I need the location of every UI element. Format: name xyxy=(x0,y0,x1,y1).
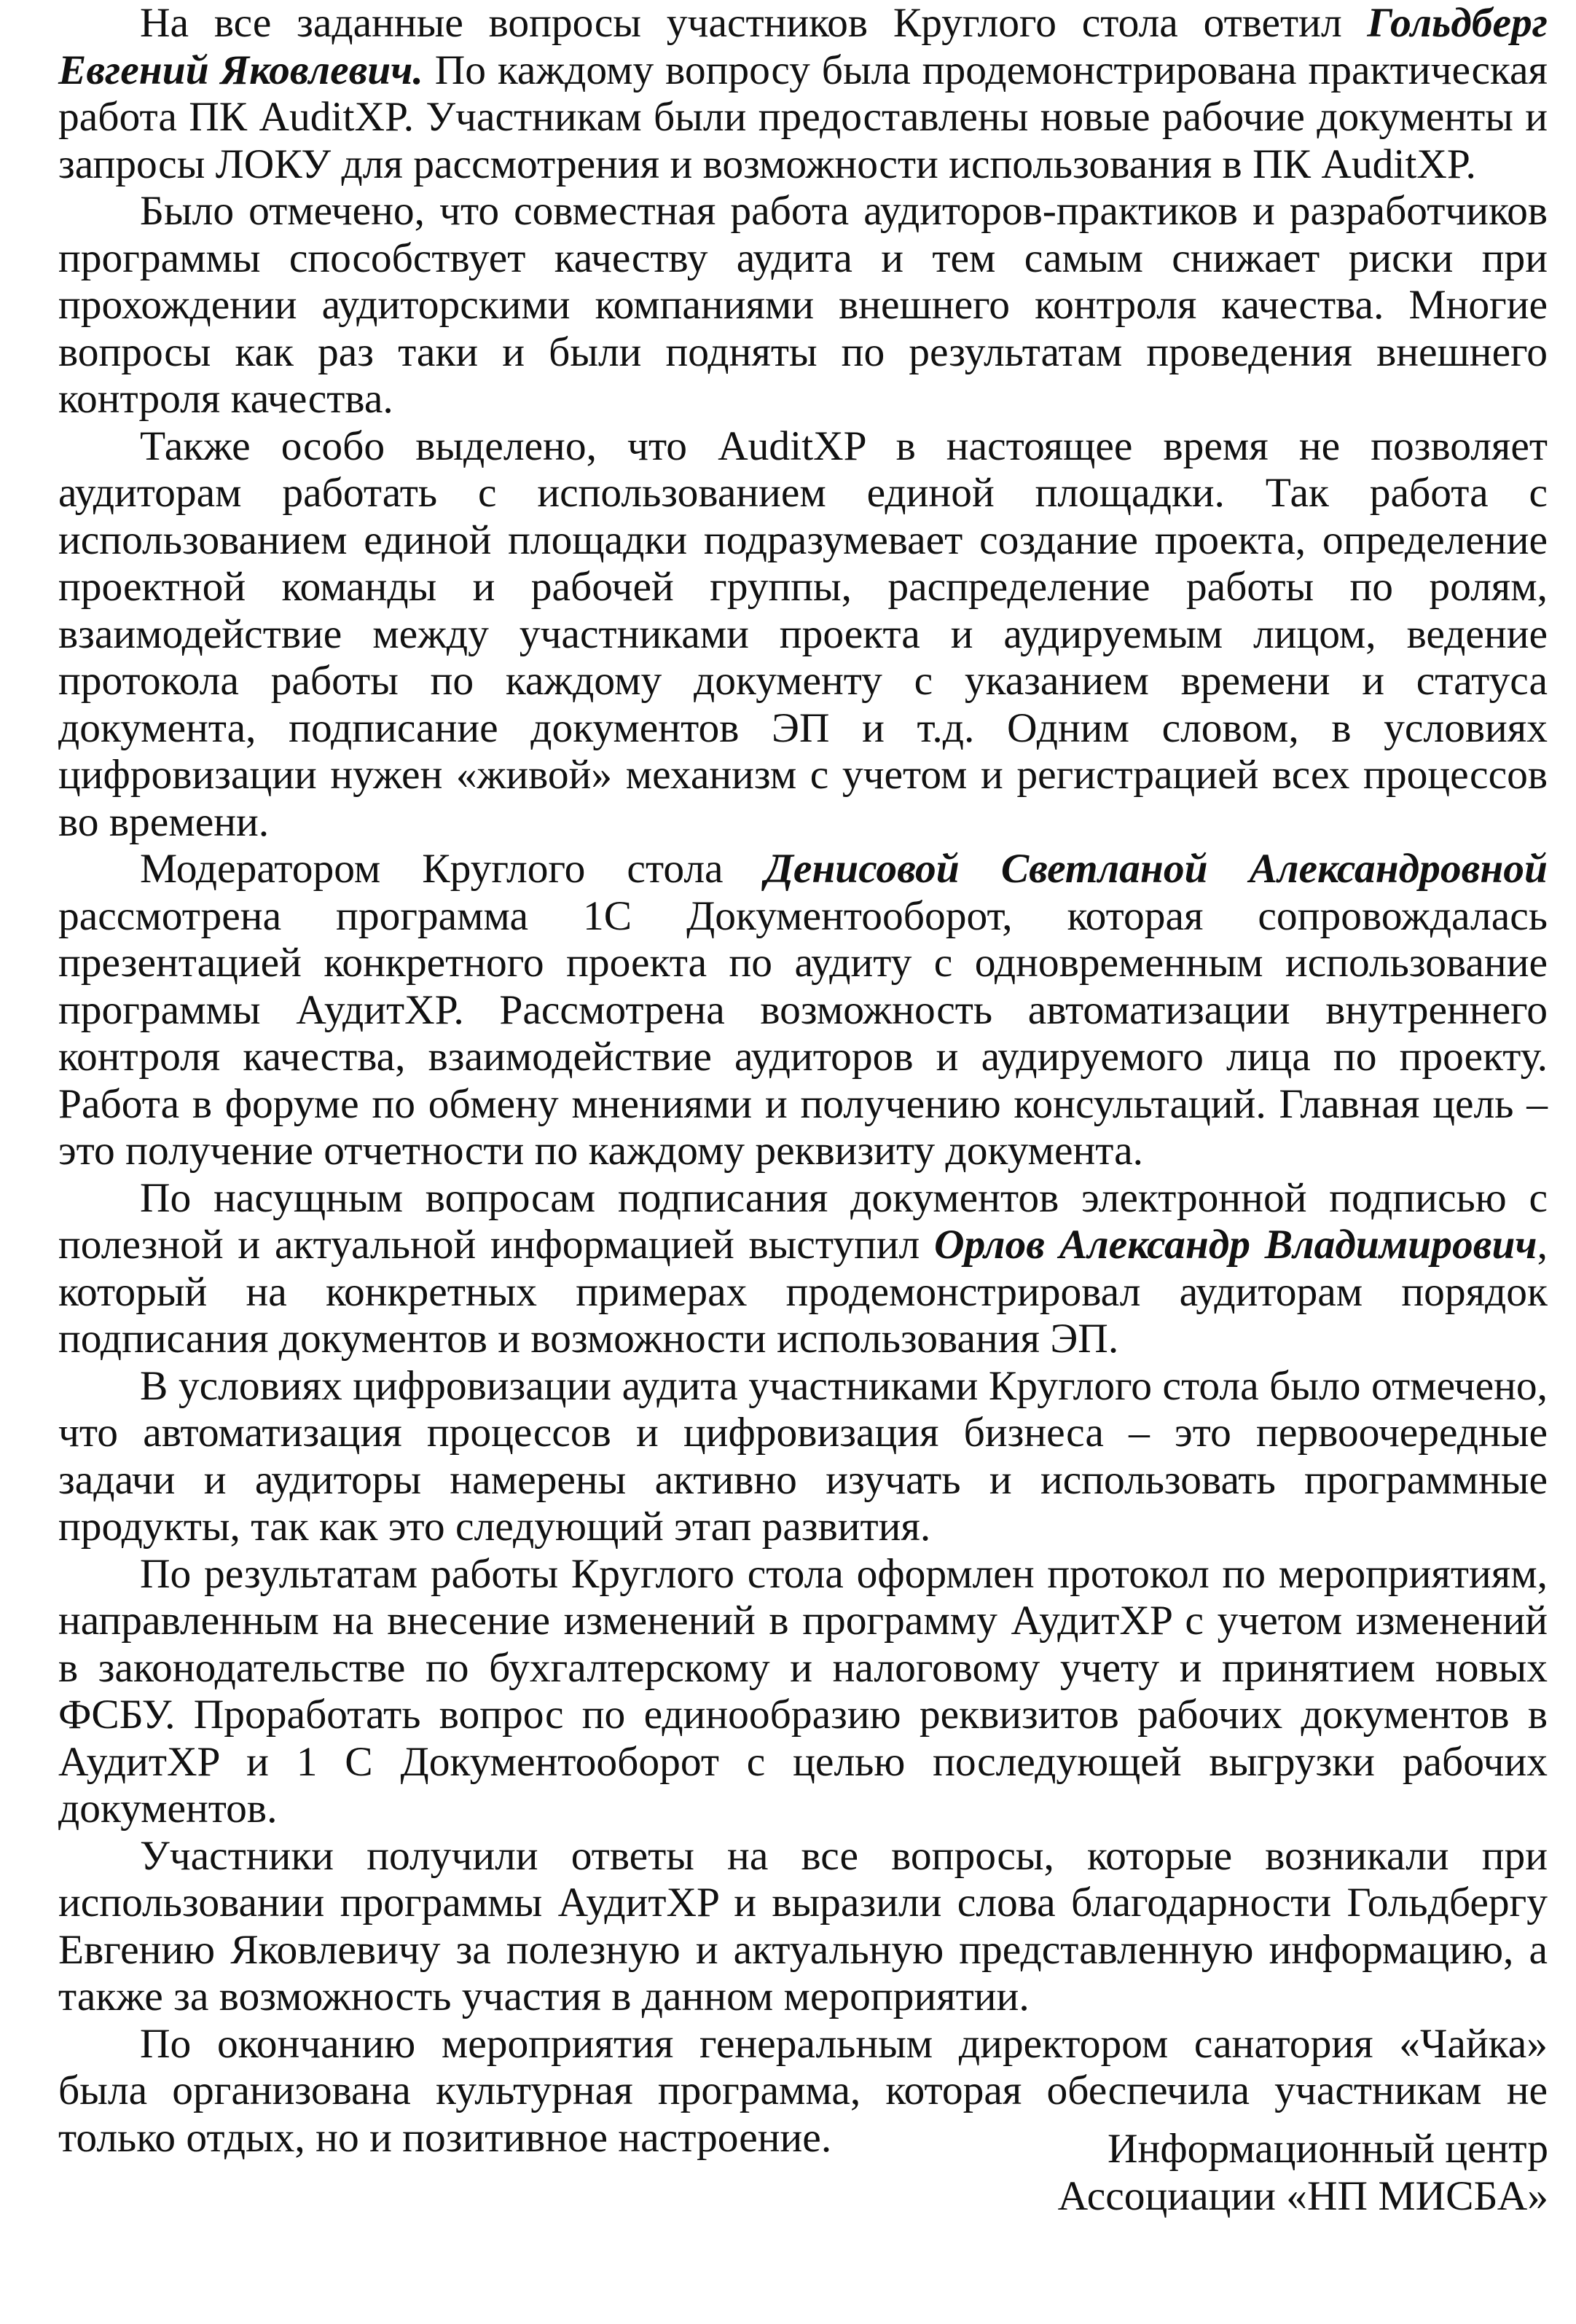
paragraph-single-platform: Также особо выделено, что AuditXP в настоящее время не позволяет аудиторам работать с использованием единой площадки. Так работа с использованием единой площадки подразумевает создание проекта, определение проектной команды и рабочей группы, распределение работы по ролям, взаимодействие между участниками проекта и аудируемым лицом, ведение протокола работы по каждому документу с указанием времени и статуса документа, подписание документов ЭП и т.д. Одним словом, в условиях цифровизации нужен «живой» механизм с учетом и регистрацией всех процессов во времени. xyxy=(58,423,1548,845)
paragraph-cooperation: Было отмечено, что совместная работа аудиторов-практиков и разработчиков программы способствует качеству аудита и тем самым снижает риски при прохождении аудиторскими компаниями внешнего контроля качества. Многие вопросы как раз таки и были подняты по результатам проведения внешнего контроля качества. xyxy=(58,188,1548,422)
paragraph-answers: На все заданные вопросы участников Круглого стола ответил Гольдберг Евгений Яковлевич. По каждому вопросу была продемонстрирована практическая работа ПК AuditXP. Участникам были предоставлены новые рабочие документы и запросы ЛОКУ для рассмотрения и возможности использования в ПК AuditXP. xyxy=(58,0,1548,187)
speaker-name: Орлов Александр Владимирович xyxy=(933,1222,1537,1268)
document-body xyxy=(58,0,1548,2162)
paragraph-e-signature: По насущным вопросам подписания документов электронной подписью с полезной и актуальной информацией выступил Орлов Александр Владимирович, который на конкретных примерах продемонстрировал аудиторам порядок подписания документов и возможности использования ЭП. xyxy=(58,1174,1548,1362)
paragraph-protocol: По результатам работы Круглого стола оформлен протокол по мероприятиям, направленным на внесение изменений в программу АудитXP с учетом изменений в законодательстве по бухгалтерскому и налоговому учету и принятием новых ФСБУ. Проработать вопрос по единообразию реквизитов рабочих документов в АудитXP и 1 С Документооборот с целью последующей выгрузки рабочих документов. xyxy=(58,1550,1548,1832)
moderator-name: Денисовой Светланой Александровной xyxy=(764,846,1548,892)
paragraph-gratitude: Участники получили ответы на все вопросы, которые возникали при использовании программы АудитXP и выразили слова благодарности Гольдбергу Евгению Яковлевичу за полезную и актуальную представленную информацию, а также за возможность участия в данном мероприятии. xyxy=(58,1832,1548,2019)
paragraph-cultural-program: По окончанию мероприятия генеральным директором санатория «Чайка» была организована культурная программа, которая обеспечила участникам не только отдых, но и позитивное настроение. xyxy=(58,2020,1548,2161)
signature-line-2: Ассоциации «НП МИСБА» xyxy=(1057,2172,1548,2219)
signature-line-1: Информационный центр xyxy=(1107,2126,1548,2172)
paragraph-digitalization: В условиях цифровизации аудита участниками Круглого стола было отмечено, что автоматизация процессов и цифровизация бизнеса – это первоочередные задачи и аудиторы намерены активно изучать и использовать программные продукты, так как это следующий этап развития. xyxy=(58,1362,1548,1550)
speaker-name: Гольдберг Евгений Яковлевич. xyxy=(58,0,1548,93)
signature-block xyxy=(1058,2126,1548,2220)
paragraph-moderator: Модератором Круглого стола Денисовой Светланой Александровной рассмотрена программа 1С Документооборот, которая сопровождалась презентацией конкретного проекта по аудиту с одновременным использование программы АудитXP. Рассмотрена возможность автоматизации внутреннего контроля качества, взаимодействие аудиторов и аудируемого лица по проекту. Работа в форуме по обмену мнениями и получению консультаций. Главная цель – это получение отчетности по каждому реквизиту документа. xyxy=(58,846,1548,1174)
